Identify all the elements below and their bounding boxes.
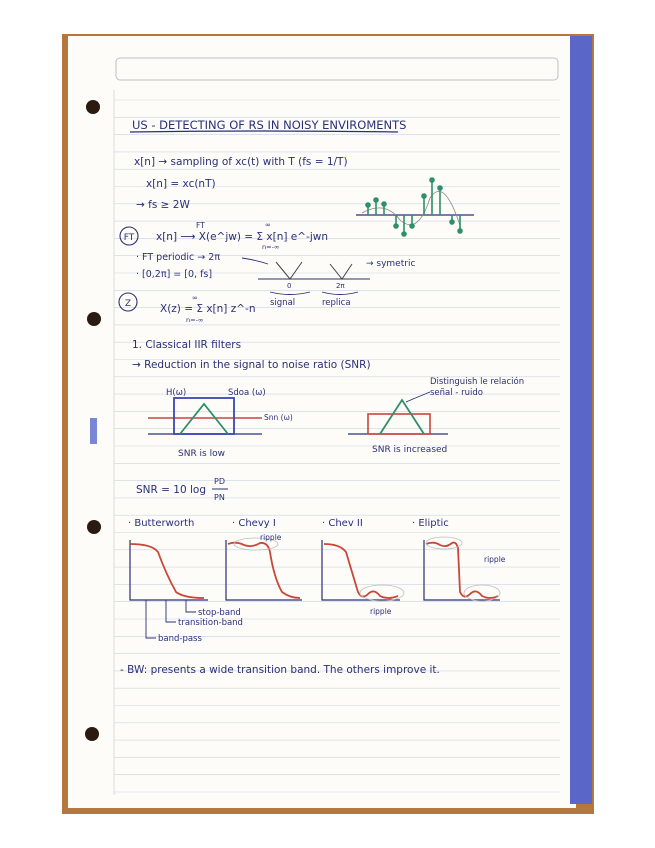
sampling-line-1: x[n] → sampling of xc(t) with T (fs = 1/T): [134, 156, 348, 168]
snn-label: Snn (ω): [264, 413, 293, 422]
section-heading: 1. Classical IIR filters: [132, 339, 242, 351]
sample-dot: [402, 232, 406, 236]
ft-badge: FT: [123, 233, 135, 243]
distinguish-note-1: Distinguish le relación: [430, 377, 525, 387]
sample-dot: [438, 186, 442, 190]
ft-formula: x[n] ⟶ X(e^jw) = Σ x[n] e^-jwn: [156, 231, 328, 243]
punch-hole: [85, 727, 99, 741]
sample-dot: [430, 178, 434, 182]
replica-label: replica: [322, 298, 351, 308]
snr-low-label: SNR is low: [178, 449, 225, 459]
symmetric-note: → symetric: [366, 259, 416, 269]
h-label: H(ω): [166, 388, 187, 398]
snr-formula: SNR = 10 log: [136, 484, 206, 496]
transition-band-label: transition-band: [178, 618, 243, 628]
sample-dot: [382, 202, 386, 206]
filter-name-chev2: · Chev II: [322, 518, 363, 529]
z-sum-bottom: n=-∞: [186, 316, 204, 324]
tick-two-pi: 2π: [336, 282, 345, 290]
ft-note-periodic: · FT periodic → 2π: [136, 252, 221, 263]
filter-name-eliptic: · Eliptic: [412, 518, 449, 529]
sampling-line-3: → fs ≥ 2W: [136, 199, 190, 211]
ripple-label-eliptic: ripple: [484, 555, 506, 564]
sampling-line-2: x[n] = xc(nT): [146, 178, 216, 190]
sample-dot: [458, 229, 462, 233]
punch-hole: [86, 100, 100, 114]
page-title: US - DETECTING OF RS IN NOISY ENVIROMENTS: [132, 118, 407, 132]
snr-reduction-line: → Reduction in the signal to noise ratio (SNR): [132, 359, 371, 371]
ft-note-interval: · [0,2π] = [0, fs]: [136, 269, 213, 280]
brand-tag: [90, 418, 97, 444]
z-formula: X(z) = Σ x[n] z^-n: [160, 303, 256, 315]
signal-label: signal: [270, 298, 296, 308]
filter-name-butterworth: · Butterworth: [128, 518, 195, 529]
z-sum-top: ∞: [192, 294, 198, 302]
snr-pd: PD: [214, 477, 225, 486]
ft-sum-top: ∞: [265, 221, 271, 229]
sample-dot: [394, 224, 398, 228]
tick-zero: 0: [287, 282, 292, 290]
punch-hole: [87, 520, 101, 534]
binding-strip: [570, 36, 592, 804]
sample-dot: [450, 220, 454, 224]
ft-sum-bottom: n=-∞: [262, 243, 280, 251]
ripple-label-chev2: ripple: [370, 607, 392, 616]
sample-dot: [422, 194, 426, 198]
ripple-label-chevy1: ripple: [260, 533, 282, 542]
sample-dot: [374, 198, 378, 202]
conclusion-line: - BW: presents a wide transition band. The others improve it.: [120, 664, 440, 676]
sample-dot: [366, 203, 370, 207]
band-pass-label: band-pass: [158, 634, 202, 644]
sdoa-label: Sdoa (ω): [228, 388, 266, 398]
distinguish-note-2: señal - ruido: [430, 388, 483, 398]
stop-band-label: stop-band: [198, 608, 241, 618]
filter-name-chevy1: · Chevy I: [232, 518, 276, 529]
snr-increased-label: SNR is increased: [372, 445, 448, 455]
z-badge: Z: [124, 299, 132, 309]
ft-arrow-label: FT: [196, 221, 205, 230]
punch-hole: [87, 312, 101, 326]
sample-dot: [410, 224, 414, 228]
snr-pn: PN: [214, 493, 225, 502]
